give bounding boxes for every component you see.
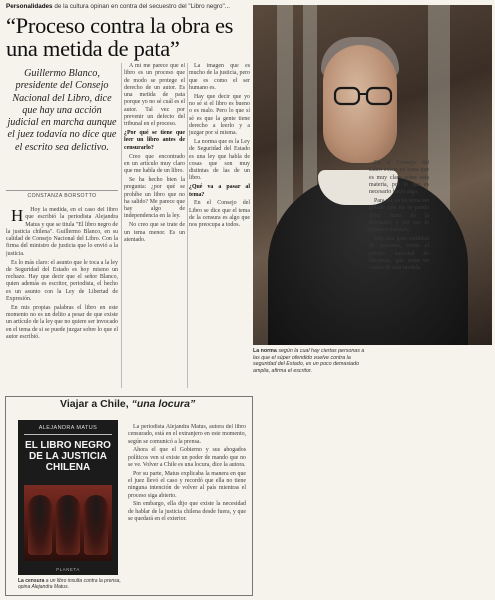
paragraph: Creo que encontrado en un artículo muy claro que me habla de un libro. [124,153,185,175]
sidebar-title-quote: “una locura” [131,398,196,410]
paragraph: La periodista Alejandra Matus, autora del libro censurado, está en el extranjero en este momento, según se comunicó a la prensa. [128,424,246,445]
cover-figure [28,495,52,555]
photo-caption [253,348,365,374]
question: ¿Por qué se tiene que leer un libro antes de censurarlo? [124,130,185,151]
glasses-icon [331,85,395,107]
sidebar-title-text: Viajar a Chile, [60,398,132,410]
drop-cap: H [11,207,24,225]
book-title: EL LIBRO NEGRO DE LA JUSTICIA CHILENA [25,440,111,473]
paragraph: Por su parte, Matus explicaba la manera en que el juez llevó el caso y recordó que ella no tiene ninguna intención de volver al país mientras el proceso siga abierto. [128,470,246,499]
paragraph: Para mí, es un tema tan grande que no se puede dejar fuera de la discusión, y por eso lo estamos tratando. [369,197,429,234]
book-author: ALEJANDRA MATUS [38,425,98,431]
sidebar-title [60,398,250,410]
paragraph: No creo que se trate de un tema menor. Es un atentado. [124,222,185,243]
article-column-3 [189,63,250,388]
article-column-1 [6,207,118,387]
paragraph-text: Hoy la medida, en el caso del libro que escribió la periodista Alejandra Matus y que se titula "El libro negro de la justicia chilena". Guillermo Blanco, en su calidad de Consejo Nacional del Libro. Con la firma del ministro de justicia que lo envió a la justicia. [6,207,118,257]
book-caption-lead: La censura [18,578,45,584]
book-cover [18,420,118,575]
paragraph: Sin embargo, ella dijo que existe la necesidad de hablar de la justicia chilena desde fuera, y que se quedará en el exterior. [128,501,246,523]
cover-figure [84,495,108,555]
headline: “Proceso contra la obra es una metida de pata” [6,13,234,61]
article-column-4 [369,160,429,350]
paragraph: La norma que es la Ley de Seguridad del Estado es una ley que habla de cosas que son muy distintas de las de un libro. [189,138,250,182]
paragraph: Hay una gran cantidad de personas, como el premio nacional de literatura, que están en contra de esta medida. [369,235,429,272]
paragraph: Es lo más claro: el asunto que le toca a la ley de Seguridad del Estado es hoy mismo un rechazo. Hay que decir que el señor Blanco, quien además es escritor, periodista, el hecho es un asunto con la Ley de Libertad de Expresión. [6,259,118,303]
paragraph: La imagen que es mucho de la justicia, pero que es como el ser humano es. [189,63,250,91]
book-caption-text: a un libro insulta contra la prensa, opina Alejandra Matus. [18,578,121,590]
book-publisher: PLANETA [56,567,80,572]
paragraph: En el Consejo del Libro se dice que el tema de la censura es algo que nos preocupa a todos. [189,200,250,229]
paragraph: Ahora el que el Gobierno y sus abogados políticos ven si existe un poder de mando que no se ve. Volver a Chile es una locura, dice la autora. [128,447,246,468]
caption-lead: La norma [253,348,277,354]
paragraph: Hay que decir que yo no sé si el libro es bueno o es malo. Pero lo que sí sé es que la gente tiene derecho a leerlo y a juzgar por sí misma. [189,93,250,137]
paragraph: En el Consejo del Libro existe un tema que es muy claro sobre esta materia, por lo que es necesario hacer algo. [369,160,429,196]
deck: Guillermo Blanco, presidente del Consejo Nacional del Libro, dice que hay una acción judicial en marcha aunque el juez todavía no dice que el escrito sea delictivo. [7,68,117,153]
paragraph: A mí me parece que el libro es un proceso que de modo se protege el derecho de un autor. Es una metida de pata porque yo no sé cuál es el autor. Tal vez por prevenir un defecto del tribunal en el proceso. [124,63,185,128]
column-rule [121,63,122,388]
cover-figure [56,495,80,555]
section-header [6,3,250,11]
book-cover-image [24,485,112,561]
sidebar-column [128,424,246,590]
paragraph: En mis propias palabras el libro en este momento no es un delito a pesar de que existe un artículo de la ley que no quiere ser invocado en el tema de si se puede juzgar sobre lo que el autor escribió. [6,304,118,341]
question: ¿Qué va a pasar al tema? [189,184,250,198]
section-text: de la cultura opinan en contra del secuestro del "Libro negro"... [54,3,230,10]
book-rule [24,434,112,435]
article-column-2 [124,63,185,388]
section-label: Personalidades [6,3,53,10]
column-rule [187,63,188,388]
caption-text: según la cual hay ciertas personas a las que el súper ofendido vuelve contra la seguridad del Estado, es un poco demasiado amplia, afirma el escritor. [253,348,365,374]
byline: CONSTANZA BORSOTTO [6,190,118,199]
paragraph [6,207,118,258]
paragraph: Se ha hecho bien la pregunta: ¿por qué se prohíbe un libro que no ha salido? Me parece que hay algo de independencia en la ley. [124,176,185,220]
book-caption [18,578,128,590]
